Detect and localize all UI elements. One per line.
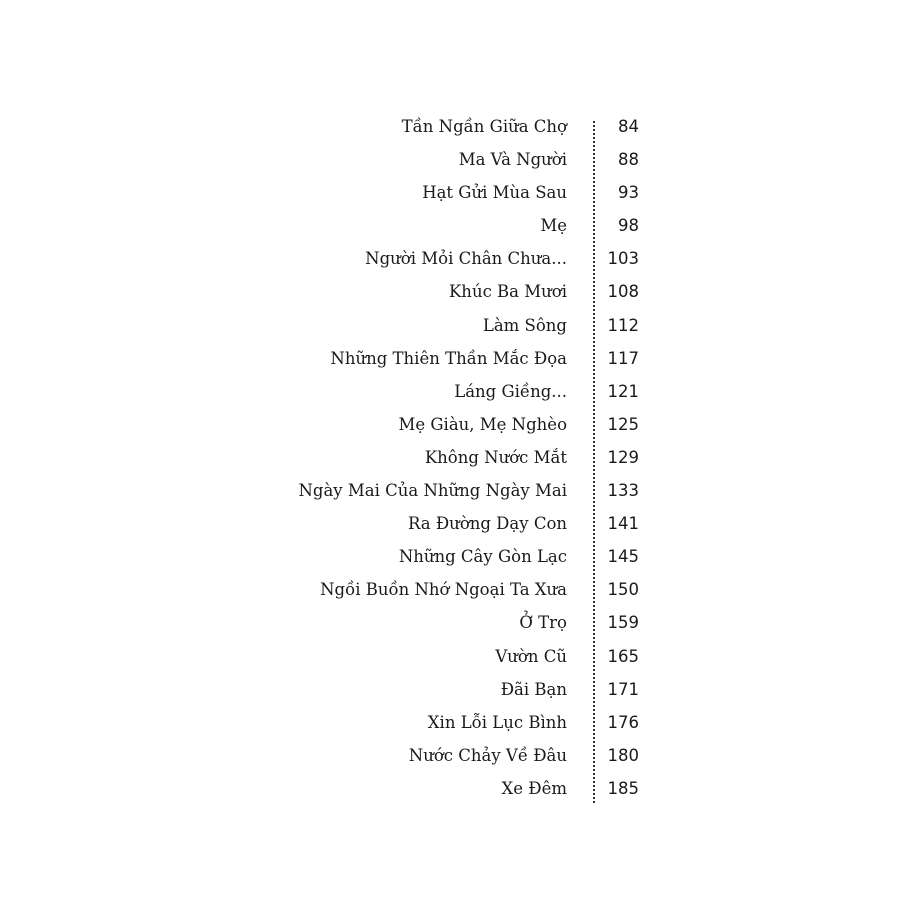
toc-entry: [0, 375, 900, 408]
toc-entry: [0, 143, 900, 176]
toc-entry: [0, 342, 900, 375]
toc-entry-title: Mẹ Giàu, Mẹ Nghèo: [398, 414, 567, 434]
toc-entry: [0, 573, 900, 606]
toc-entry-page-number: 171: [607, 679, 639, 699]
toc-entry-page-number: 141: [607, 514, 639, 534]
toc-list: [0, 110, 900, 805]
toc-entry-title: Xe Đêm: [501, 778, 567, 798]
toc-entry-page-number: 165: [607, 646, 639, 666]
toc-entry-page-number: 185: [607, 778, 639, 798]
toc-entry: [0, 772, 900, 805]
toc-entry-title: Ở Trọ: [519, 613, 567, 633]
toc-entry-title: Ra Đường Dạy Con: [407, 514, 567, 534]
toc-entry: [0, 507, 900, 540]
toc-entry-title: Làm Sông: [482, 315, 567, 335]
toc-entry-title: Mẹ: [540, 216, 567, 236]
toc-entry-title: Hạt Gửi Mùa Sau: [422, 183, 567, 203]
toc-entry-title: Ngồi Buồn Nhớ Ngoại Ta Xưa: [320, 580, 567, 600]
toc-entry-title: Người Mỏi Chân Chưa...: [365, 249, 567, 269]
toc-entry-title: Xin Lỗi Lục Bình: [427, 712, 567, 732]
toc-entry-title: Khúc Ba Mươi: [448, 282, 567, 302]
toc-entry-title: Những Cây Gòn Lạc: [398, 547, 567, 567]
toc-entry-page-number: 150: [607, 580, 639, 600]
toc-entry-page-number: 159: [607, 613, 639, 633]
toc-entry: [0, 275, 900, 308]
toc-entry-title: Không Nước Mắt: [424, 447, 567, 467]
toc-entry-title: Đãi Bạn: [500, 679, 567, 699]
toc-entry-page-number: 133: [607, 481, 639, 501]
toc-entry-page-number: 180: [607, 745, 639, 765]
toc-entry-page-number: 93: [618, 183, 639, 203]
toc-entry-title: Vườn Cũ: [495, 646, 567, 666]
toc-entry-page-number: 117: [607, 348, 639, 368]
toc-entry-title: Những Thiên Thần Mắc Đọa: [330, 348, 567, 368]
toc-entry: [0, 673, 900, 706]
toc-entry-page-number: 88: [618, 150, 639, 170]
toc-entry-page-number: 98: [618, 216, 639, 236]
toc-entry-page-number: 108: [607, 282, 639, 302]
toc-entry-title: Láng Giềng...: [454, 381, 567, 401]
toc-entry: [0, 640, 900, 673]
toc-entry: [0, 706, 900, 739]
toc-entry: [0, 474, 900, 507]
toc-entry: [0, 606, 900, 639]
toc-entry: [0, 209, 900, 242]
toc-entry-title: Nước Chảy Về Đâu: [408, 745, 567, 765]
toc-entry: [0, 739, 900, 772]
toc-entry: [0, 540, 900, 573]
toc-entry-page-number: 121: [607, 381, 639, 401]
toc-entry-page-number: 176: [607, 712, 639, 732]
toc-entry-page-number: 84: [618, 117, 639, 136]
toc-entry-page-number: 103: [607, 249, 639, 269]
toc-entry: [0, 309, 900, 342]
toc-entry: [0, 110, 900, 143]
toc-entry: [0, 176, 900, 209]
toc-entry-page-number: 129: [607, 447, 639, 467]
toc-entry-title: Tần Ngần Giữa Chợ: [401, 117, 567, 136]
toc-entry-page-number: 145: [607, 547, 639, 567]
toc-entry: [0, 408, 900, 441]
toc-entry-page-number: 125: [607, 414, 639, 434]
toc-entry: [0, 242, 900, 275]
toc-entry-title: Ma Và Người: [458, 150, 567, 170]
toc-entry: [0, 441, 900, 474]
toc-entry-title: Ngày Mai Của Những Ngày Mai: [298, 481, 567, 501]
toc-entry-page-number: 112: [607, 315, 639, 335]
